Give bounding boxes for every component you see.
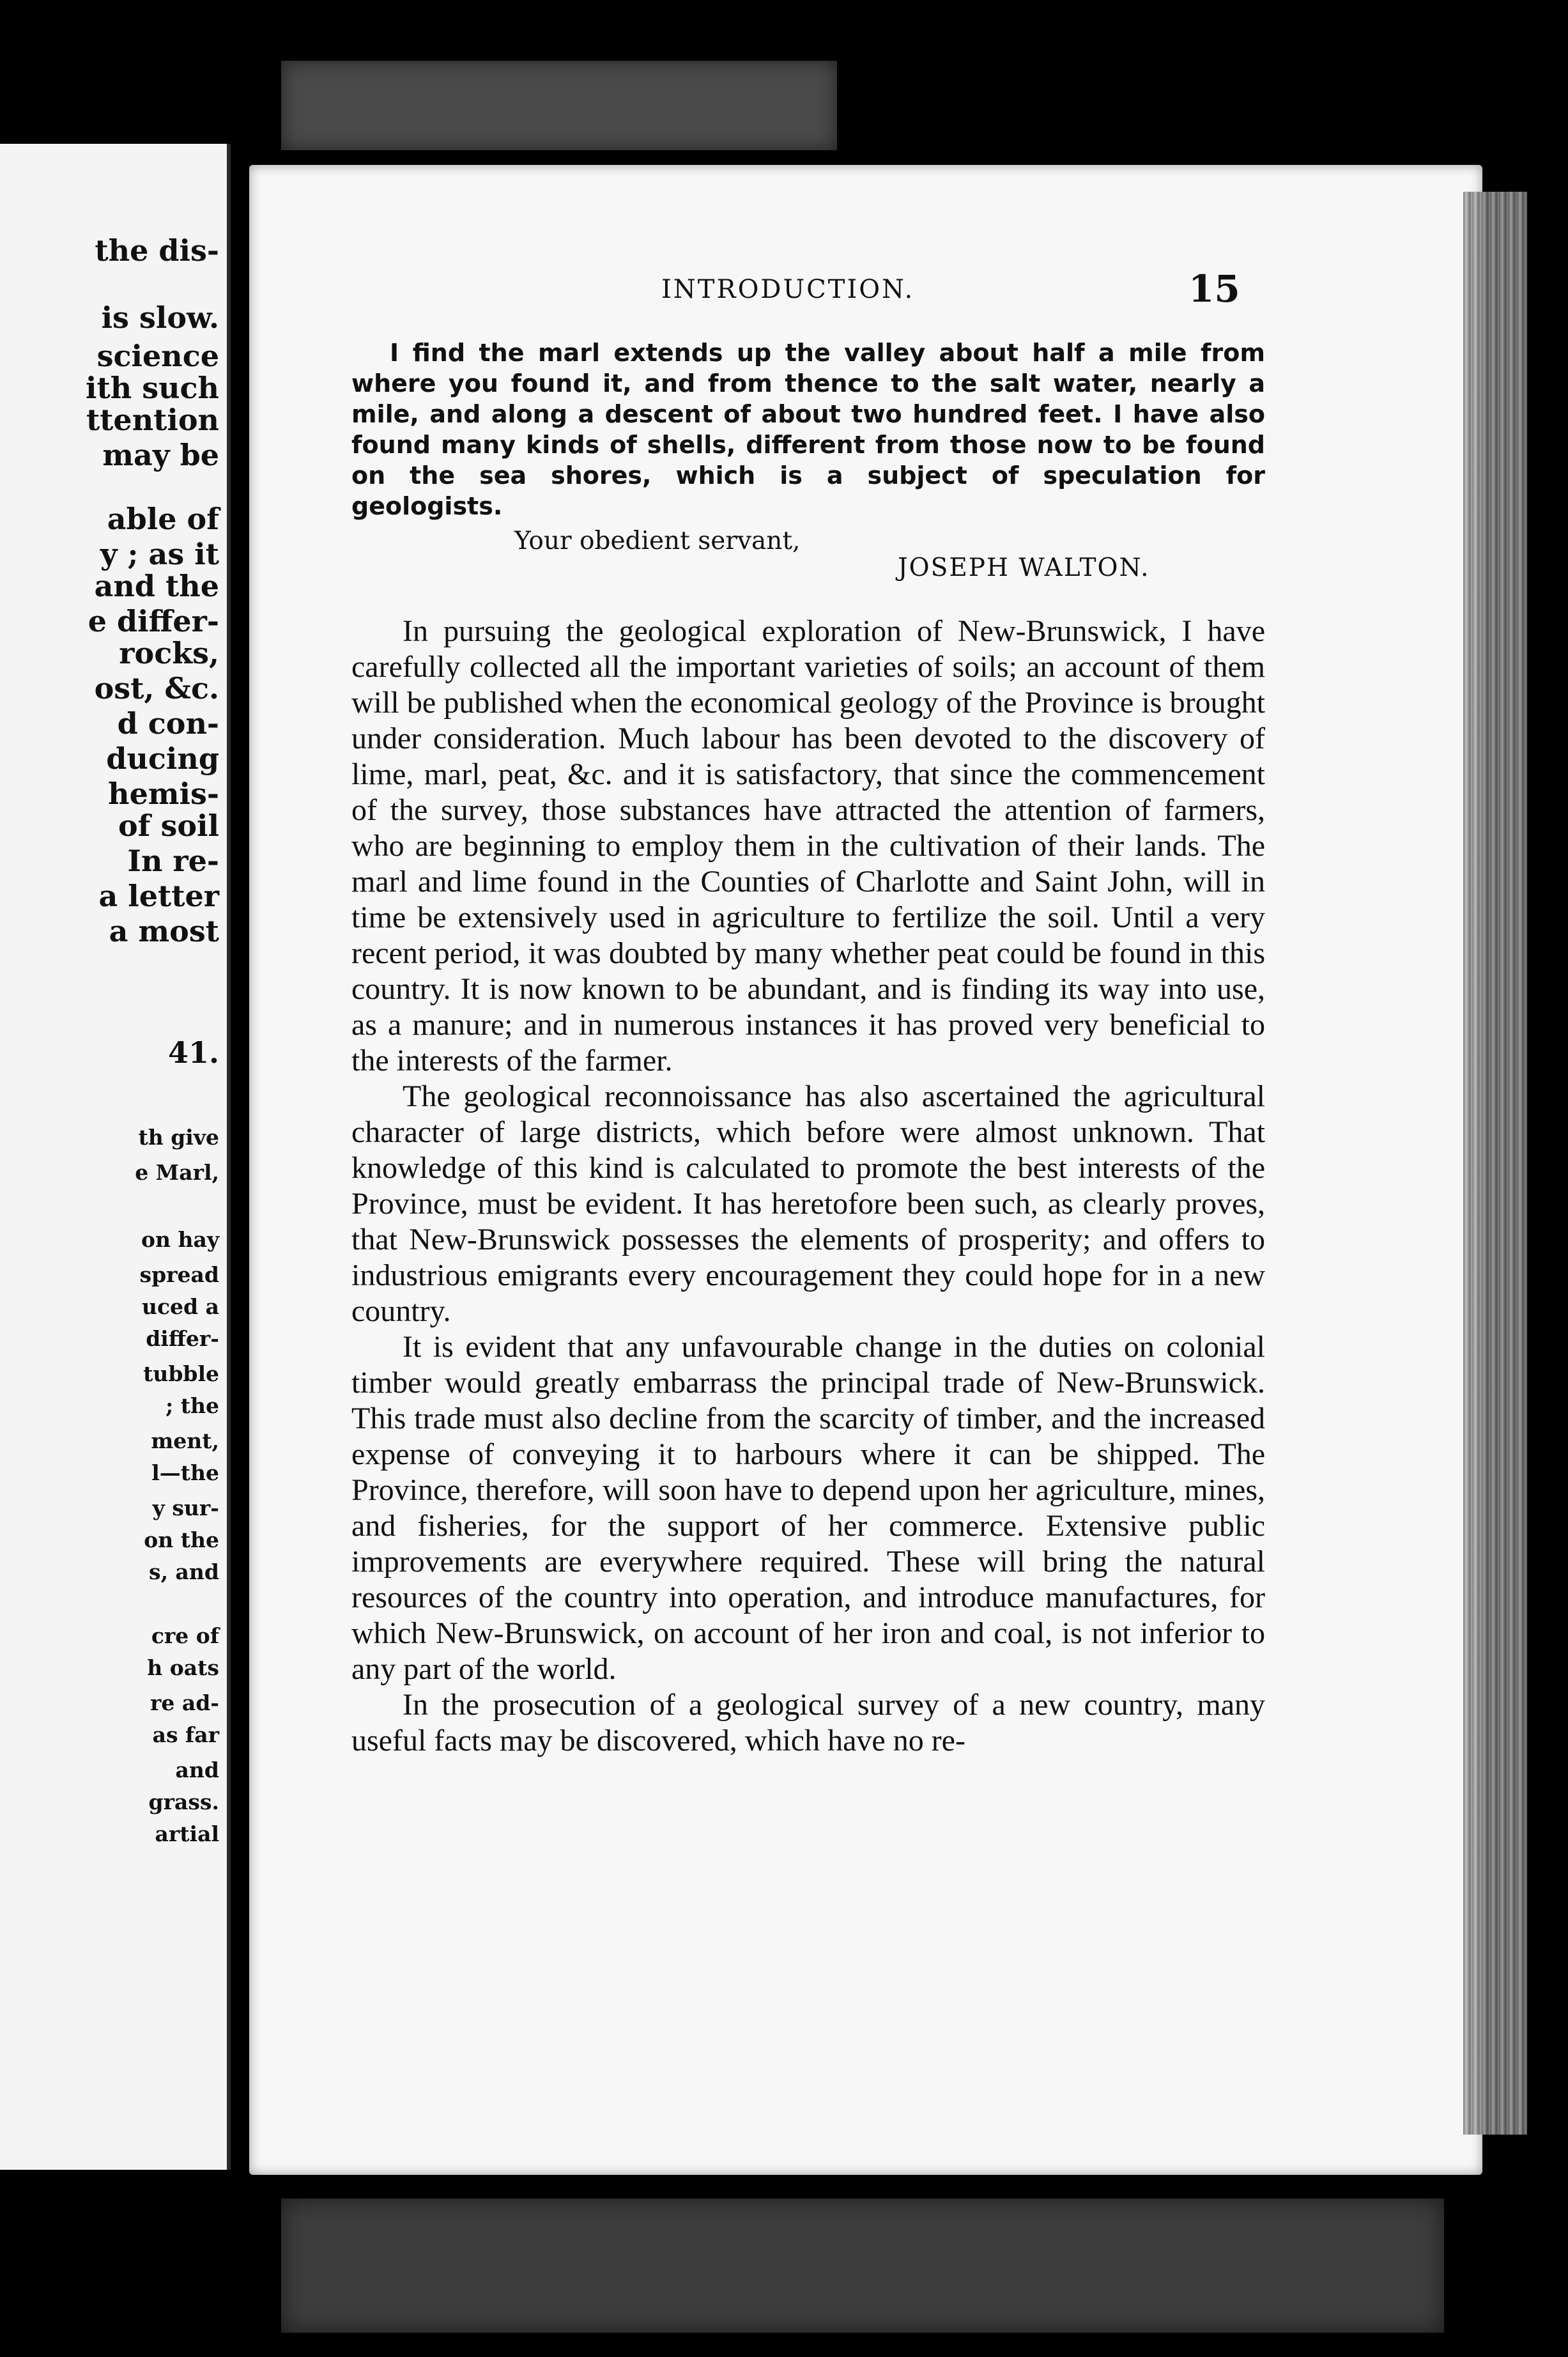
page-number: 15: [1188, 267, 1240, 311]
facing-page-line: science: [96, 339, 219, 373]
facing-page-line: as far: [152, 1722, 219, 1747]
facing-page-line: ttention: [86, 403, 219, 437]
facing-page-line: ost, &c.: [94, 671, 219, 706]
facing-page-line: 41.: [167, 1035, 219, 1070]
letter-closing: [351, 527, 1265, 591]
facing-page-line: re ad-: [150, 1690, 219, 1715]
facing-page-line: h oats: [147, 1655, 219, 1680]
facing-page-line: rocks,: [119, 636, 219, 670]
facing-page-line: ducing: [106, 741, 219, 776]
facing-page-left: [0, 144, 231, 2170]
facing-page-line: of soil: [118, 808, 219, 843]
facing-page-line: hemis-: [108, 777, 219, 811]
body-paragraph-4: In the prosecution of a geological survey of a new country, many useful facts may be discovered, which have no re-: [351, 1688, 1265, 1758]
running-head: [351, 267, 1265, 326]
facing-page-line: s, and: [148, 1559, 219, 1584]
facing-page-line: In re-: [127, 844, 219, 878]
scan-tape-top: [281, 61, 837, 150]
facing-page-line: cre of: [151, 1623, 219, 1648]
letter-excerpt: [351, 337, 1265, 522]
facing-page-line: and: [175, 1758, 219, 1782]
scan-tape-bottom: [281, 2199, 1444, 2333]
facing-page-line: spread: [139, 1262, 219, 1287]
facing-page-line: y ; as it: [100, 537, 219, 571]
facing-page-line: th give: [138, 1125, 219, 1150]
running-head-title: INTRODUCTION.: [661, 275, 915, 304]
page-content: [351, 267, 1265, 1759]
signature: JOSEPH WALTON.: [898, 553, 1150, 582]
facing-page-line: on hay: [141, 1227, 219, 1252]
facing-page-line: y sur-: [152, 1495, 219, 1520]
facing-page-line: grass.: [148, 1789, 219, 1814]
facing-page-line: tubble: [143, 1361, 219, 1386]
facing-page-line: e differ-: [88, 604, 219, 638]
facing-page-line: uced a: [141, 1294, 219, 1319]
facing-page-line: d con-: [117, 706, 219, 741]
facing-page-line: ith such: [86, 371, 219, 405]
facing-page-line: and the: [94, 569, 219, 603]
facing-page-line: a most: [109, 914, 219, 948]
facing-page-line: ment,: [151, 1428, 219, 1453]
body-text: [351, 614, 1265, 1759]
facing-page-line: is slow.: [101, 300, 219, 335]
facing-page-line: e Marl,: [135, 1160, 219, 1185]
body-paragraph-3: It is evident that any unfavourable change in the duties on colonial timber would greatly embarrass the principal trade of New-Brunswick. This trade must also decline from the scarcity of timber, and the increased expense of conveying it to harbours where it can be shipped. The Province, therefore, will soon have to depend upon her agriculture, mines, and fisheries, for the support of her commerce. Extensive public improvements are everywhere required. These will bring the natural resources of the country into operation, and introduce manufactures, for which New-Brunswick, on account of her iron and coal, is not inferior to any part of the world.: [351, 1330, 1265, 1686]
facing-page-line: differ-: [146, 1326, 219, 1351]
facing-page-line: l—the: [151, 1460, 219, 1485]
facing-page-line: a letter: [98, 879, 219, 913]
page-edges: [1463, 192, 1527, 2135]
body-paragraph-2: The geological reconnoissance has also ascertained the agricultural character of large districts, which before were almost unknown. That knowledge of this kind is calculated to promote the best interests of the Province, must be evident. It has heretofore been such, as clearly proves, that New-Brunswick possesses the elements of prosperity; and offers to industrious emigrants every encouragement they could hope for in a new country.: [351, 1079, 1265, 1328]
facing-page-line: may be: [102, 438, 219, 472]
facing-page-line: ; the: [165, 1393, 219, 1418]
facing-page-line: the dis-: [95, 233, 219, 268]
valediction: Your obedient servant,: [514, 527, 801, 555]
letter-paragraph: I find the marl extends up the valley about half a mile from where you found it, and from thence to the salt water, nearly a mile, and along a descent of about two hundred feet. I have also found many kinds of shells, different from those now to be found on the sea shores, which is a subject of speculation for geologists.: [351, 339, 1265, 520]
facing-page-line: able of: [107, 502, 219, 536]
body-paragraph-1: In pursuing the geological exploration of New-Brunswick, I have carefully collected all the important varieties of soils; an account of them will be published when the economical geology of the Province is brought under consideration. Much labour has been devoted to the discovery of lime, marl, peat, &c. and it is satisfactory, that since the commencement of the survey, those substances have attracted the attention of farmers, who are beginning to employ them in the cultivation of their lands. The marl and lime found in the Counties of Charlotte and Saint John, will in time be extensively used in agriculture to fertilize the soil. Until a very recent period, it was doubted by many whether peat could be found in this country. It is now known to be abundant, and is finding its way into use, as a manure; and in numerous instances it has proved very beneficial to the interests of the farmer.: [351, 614, 1265, 1078]
facing-page-line: on the: [144, 1527, 219, 1552]
facing-page-line: artial: [155, 1821, 219, 1846]
